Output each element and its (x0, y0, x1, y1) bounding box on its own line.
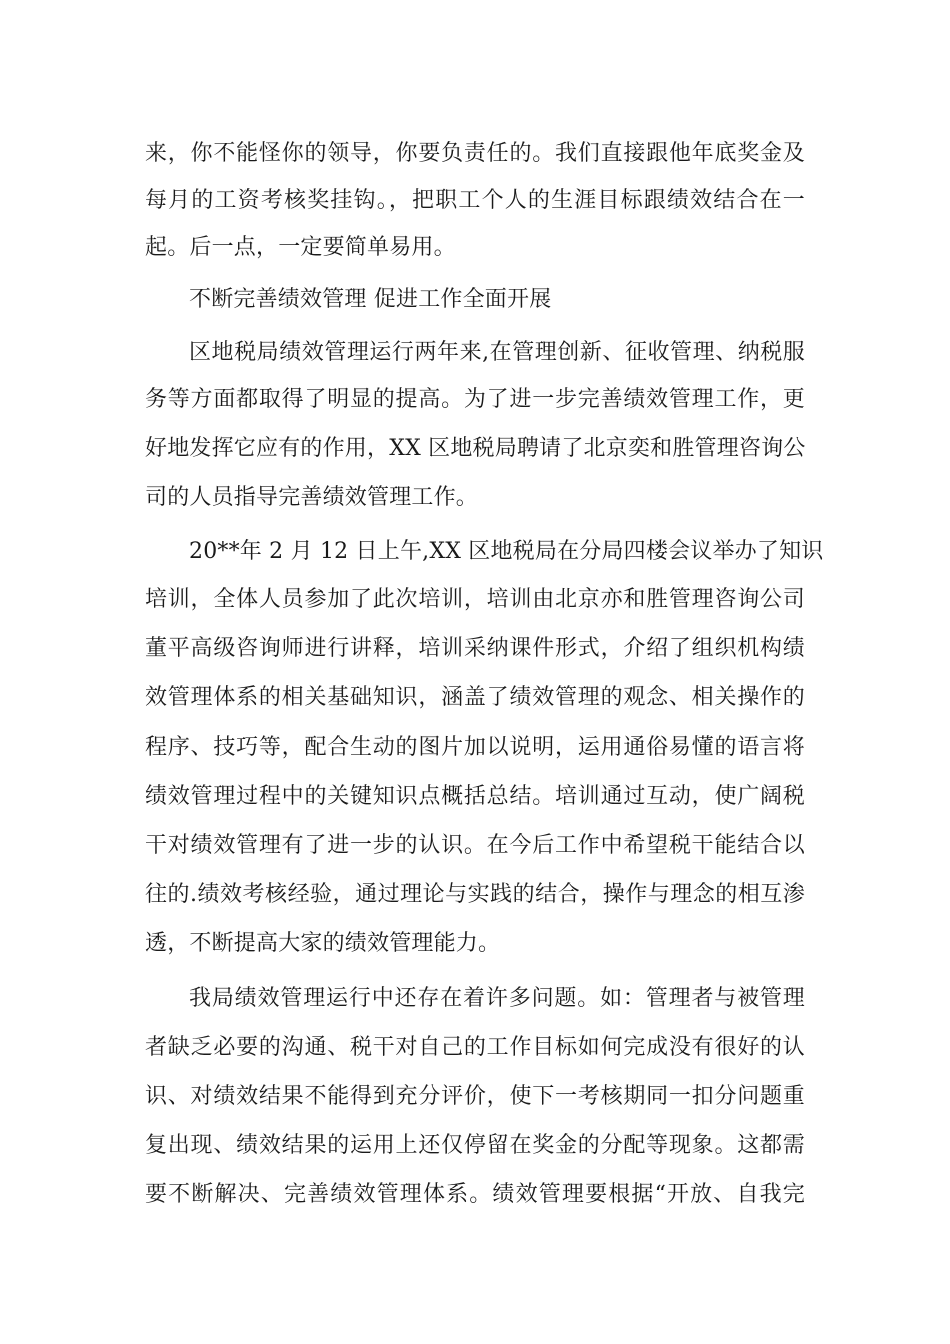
text-line: 董平高级咨询师进行讲释，培训采纳课件形式，介绍了组织机构绩 (145, 636, 805, 661)
text-line: 往的.绩效考核经验，通过理论与实践的结合，操作与理念的相互渗 (145, 882, 805, 907)
text-line: 复出现、绩效结果的运用上还仅停留在奖金的分配等现象。这都需 (145, 1133, 805, 1158)
text-line: 程序、技巧等，配合生动的图片加以说明，运用通俗易懂的语言将 (145, 735, 805, 760)
section-heading: 不断完善绩效管理 促进工作全面开展 (189, 287, 552, 312)
text-line: 我局绩效管理运行中还存在着许多问题。如：管理者与被管理 (189, 986, 805, 1011)
text-line: 起。后一点，一定要简单易用。 (145, 235, 456, 260)
text-line: 透，不断提高大家的绩效管理能力。 (145, 931, 501, 956)
text-line: 效管理体系的相关基础知识，涵盖了绩效管理的观念、相关操作的 (145, 685, 805, 710)
text-line: 每月的工资考核奖挂钩。，把职工个人的生涯目标跟绩效结合在一 (145, 188, 805, 213)
text-line: 绩效管理过程中的关键知识点概括总结。培训通过互动，使广阔税 (145, 784, 805, 809)
text-line: 司的人员指导完善绩效管理工作。 (145, 485, 479, 510)
text-line: 者缺乏必要的沟通、税干对自己的工作目标如何完成没有很好的认 (145, 1035, 805, 1060)
text-line: 20**年 2 月 12 日上午,XX 区地税局在分局四楼会议举办了知识 (189, 539, 824, 564)
text-line: 培训，全体人员参加了此次培训，培训由北京亦和胜管理咨询公司 (145, 587, 805, 612)
text-line: 务等方面都取得了明显的提高。为了进一步完善绩效管理工作，更 (145, 387, 805, 412)
text-line: 好地发挥它应有的作用，XX 区地税局聘请了北京奕和胜管理咨询公 (145, 436, 806, 461)
text-line: 干对绩效管理有了进一步的认识。在今后工作中希望税干能结合以 (145, 833, 805, 858)
text-line: 识、对绩效结果不能得到充分评价，使下一考核期同一扣分问题重 (145, 1084, 805, 1109)
text-line: 要不断解决、完善绩效管理体系。绩效管理要根据“开放、自我完 (145, 1182, 805, 1207)
text-line: 来，你不能怪你的领导，你要负责任的。我们直接跟他年底奖金及 (145, 141, 805, 166)
text-line: 区地税局绩效管理运行两年来,在管理创新、征收管理、纳税服 (189, 340, 805, 365)
